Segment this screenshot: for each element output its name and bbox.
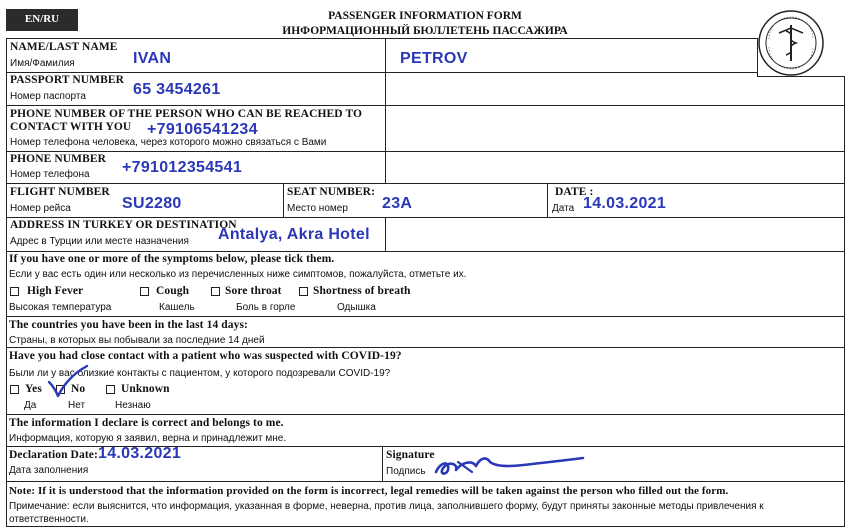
handwritten-checkmark-icon [46,364,90,400]
high-fever-label-en: High Fever [27,285,84,297]
contact-no-label-en: No [71,383,86,395]
language-tab [6,9,78,31]
address-field[interactable]: Antalya, Akra Hotel [218,226,370,243]
countries-label-ru: Страны, в которых вы побывали за последние 14 дней [9,335,265,346]
countries-label-en: The countries you have been in the last 14 days: [9,319,248,331]
language-tab-label: EN/RU [24,13,60,25]
signature-label-ru: Подпись [386,466,426,477]
declaration-statement-en: The information I declare is correct and belongs to me. [9,417,284,429]
date-label-ru: Дата [552,203,575,214]
legal-note-ru-line2: ответственности. [9,514,89,525]
declaration-date-label-ru: Дата заполнения [9,465,89,476]
phone-number-field[interactable]: +791012354541 [122,159,243,176]
high-fever-label-ru: Высокая температура [9,302,112,313]
form-title-en: PASSENGER INFORMATION FORM [328,10,522,22]
last-name-field[interactable]: PETROV [400,50,468,67]
shortness-of-breath-label-en: Shortness of breath [313,285,411,297]
form-title-ru: ИНФОРМАЦИОННЫЙ БЮЛЛЕТЕНЬ ПАССАЖИРА [282,25,568,37]
contact-yes-checkbox[interactable] [10,385,19,394]
address-label-ru: Адрес в Турции или месте назначения [10,236,189,247]
phone-label-ru: Номер телефона [10,169,90,180]
phone-label-en: PHONE NUMBER [10,153,107,165]
sore-throat-checkbox[interactable] [211,287,220,296]
first-name-field[interactable]: IVAN [133,50,172,67]
shortness-of-breath-label-ru: Одышка [337,302,376,313]
contact-phone-field[interactable]: +79106541234 [147,121,258,138]
sore-throat-label-ru: Боль в горле [236,302,296,313]
seat-number-field[interactable]: 23A [382,195,413,212]
cough-checkbox[interactable] [140,287,149,296]
high-fever-checkbox[interactable] [10,287,19,296]
sore-throat-label-en: Sore throat [225,285,282,297]
name-label-en: NAME/LAST NAME [10,41,118,53]
contact-question-en: Have you had close contact with a patient who was suspected with COVID-19? [9,350,402,362]
contact-phone-label-ru: Номер телефона человека, через которого можно связаться с Вами [10,137,327,148]
date-label-en: DATE : [555,186,594,198]
travel-date-field[interactable]: 14.03.2021 [583,195,667,212]
contact-phone-label-en-line2: CONTACT WITH YOU [10,121,132,133]
legal-note-ru-line1: Примечание: если выяснится, что информация, указанная в форме, неверна, против лица, заполнившего форму, будут приняты законные методы привлечения к [9,501,764,512]
flight-label-en: FLIGHT NUMBER [10,186,110,198]
ministry-seal-logo [757,9,825,77]
passport-label-ru: Номер паспорта [10,91,86,102]
contact-unknown-checkbox[interactable] [106,385,115,394]
shortness-of-breath-checkbox[interactable] [299,287,308,296]
flight-number-field[interactable]: SU2280 [122,195,182,212]
flight-label-ru: Номер рейса [10,203,71,214]
contact-question-ru: Были ли у вас близкие контакты с пациентом, у которого подозревали COVID-19? [9,368,391,379]
cough-label-en: Cough [156,285,190,297]
symptoms-header-ru: Если у вас есть один или несколько из перечисленных ниже симптомов, пожалуйста, отметьте их. [9,269,467,280]
declaration-date-field[interactable]: 14.03.2021 [98,445,182,462]
symptoms-header-en: If you have one or more of the symptoms below, please tick them. [9,253,335,265]
contact-no-label-ru: Нет [68,400,86,411]
contact-unknown-label-en: Unknown [121,383,170,395]
contact-yes-label-en: Yes [25,383,42,395]
signature-label-en: Signature [386,449,435,461]
declaration-date-label-en: Declaration Date: [9,449,98,461]
name-label-ru: Имя/Фамилия [10,58,75,69]
contact-unknown-label-ru: Незнаю [115,400,151,411]
declaration-statement-ru: Информация, которую я заявил, верна и принадлежит мне. [9,433,287,444]
contact-yes-label-ru: Да [24,400,37,411]
seat-label-ru: Место номер [287,203,348,214]
address-label-en: ADDRESS IN TURKEY OR DESTINATION [10,219,237,231]
contact-phone-label-en-line1: PHONE NUMBER OF THE PERSON WHO CAN BE REACHED TO [10,108,363,120]
handwritten-signature[interactable] [428,450,588,480]
legal-note-en: Note: If it is understood that the information provided on the form is incorrect, legal remedies will be taken against the person who filled out the form. [9,485,729,497]
seat-label-en: SEAT NUMBER: [287,186,375,198]
passport-number-field[interactable]: 65 3454261 [133,81,221,98]
cough-label-ru: Кашель [159,302,195,313]
passport-label-en: PASSPORT NUMBER [10,74,125,86]
